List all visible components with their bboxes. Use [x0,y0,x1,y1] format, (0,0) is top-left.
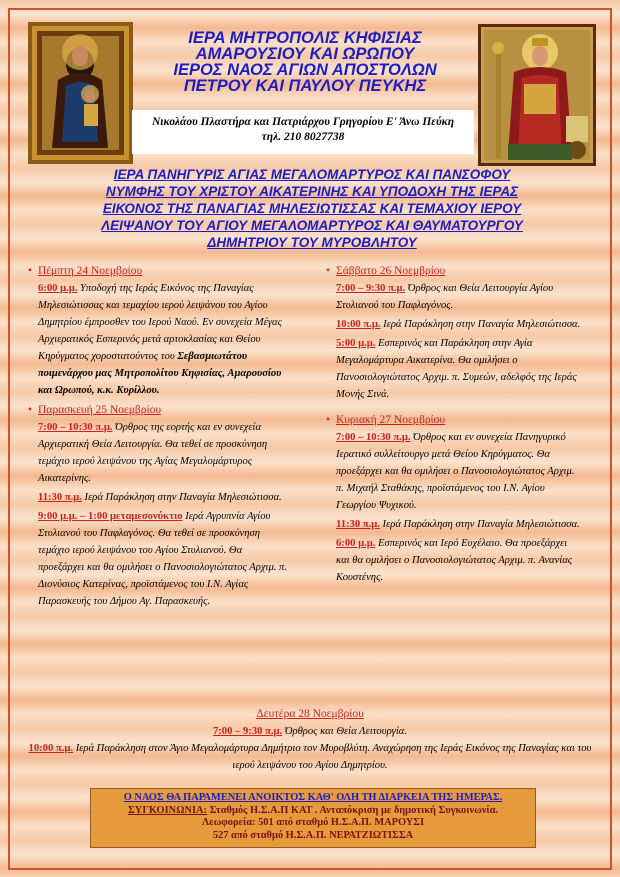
bus-line: 527 από σταθμό Η.Σ.Α.Π. ΝΕΡΑΤΖΙΩΤΙΣΣΑ [212,829,414,841]
transport-label: ΣΥΓΚΟΙΝΩΝΙΑ: [128,804,208,816]
info-footer-box [90,788,536,848]
entry-text: Ιερά Παράκληση στην Παναγία Μηλεσιώτισσα. [84,492,282,503]
entry-text: Ιερά Αγρυπνία Αγίου Στυλιανού του Παφλαγόνος. Θα τεθεί σε προσκύνηση τεμάχιο ιερού λειψάνου του Αγίου Στυλιανού. Θα προεξάρχει και θα ομιλήσει ο Πανοσιολογιώτατος Αρχιμ. π. Διονύσιος Κατερίνας, προϊστάμενος του Ι.Ν. Αγίας Παρασκευής του Δήμου Αγ. Παρασκευής. [38,511,288,607]
entry-text: Υποδοχή της Ιεράς Εικόνος της Παναγίας Μηλεσιώτισσας και τεμαχίου ιερού λειψάνου του Αγίου Δημητρίου έμπροσθεν του Ιερού Ναού. Εν συνεχεία Μέγας Αρχιερατικός Εσπερινός μετά αρτοκλασίας και Θείου Κηρύγματος χοροστατούντος του [38,283,282,362]
entry-time: 11:30 π.μ. [336,519,380,530]
entry-time: 7:00 – 9:30 π.μ. [212,726,283,737]
icon-saint-aikaterini-image [478,24,596,166]
feast-line: ΝΥΜΦΗΣ ΤΟΥ ΧΡΙΣΤΟΥ ΑΙΚΑΤΕΡΙΝΗΣ ΚΑΙ ΥΠΟΔΟΧΗ ΤΗΣ ΙΕΡΑΣ [105,184,519,199]
entry-time: 9:00 μ.μ. – 1:00 μεταμεσονύκτιο [38,511,183,522]
schedule-entry [38,419,290,487]
entry-time: 7:00 – 10:30 π.μ. [38,422,113,433]
entry-text: Ιερά Παράκληση στον Άγιο Μεγαλομάρτυρα Δημήτριο τον Μυροβλύτη. Αναχώρηση της Ιεράς Εικόνος της Παναγίας και του ιερού λειψάνου του Αγίου Δημητρίου. [75,743,592,771]
entry-time: 11:30 π.μ. [38,492,82,503]
schedule-entry [336,335,582,403]
day-heading-friday: • Παρασκευή 25 Νοεμβρίου [28,401,290,419]
entry-time: 10:00 π.μ. [28,743,74,754]
title-line: ΙΕΡΟΣ ΝΑΟΣ ΑΓΙΩΝ ΑΠΟΣΤΟΛΩΝ [173,61,437,79]
feast-line: ΔΗΜΗΤΡΙΟΥ ΤΟΥ ΜΥΡΟΒΛΗΤΟΥ [207,235,417,250]
title-line: ΑΜΑΡΟΥΣΙΟΥ ΚΑΙ ΩΡΩΠΟΥ [195,45,415,63]
schedule-entry [336,429,582,514]
icon-panagia-image [28,22,133,164]
entry-text: Όρθρος της εορτής και εν συνεχεία Αρχιερατική Θεία Λειτουργία. Θα τεθεί σε προσκύνηση τεμάχιο ιερού λειψάνου της Αγίας Μεγαλομάρτυρος Αικατερίνης. [38,422,268,484]
transport-text: Σταθμός Η.Σ.Α.Π ΚΑΤ . Ανταπόκριση με δημοτική Συγκοινωνία. [209,804,498,816]
open-notice: Ο ΝΑΟΣ ΘΑ ΠΑΡΑΜΕΝΕΙ ΑΝΟΙΚΤΟΣ ΚΑΘ' ΟΛΗ ΤΗ ΔΙΑΡΚΕΙΑ ΤΗΣ ΗΜΕΡΑΣ. [123,792,503,803]
schedule-entry [24,740,596,774]
day-heading-thursday: • Πέμπτη 24 Νοεμβρίου [28,262,290,280]
entry-time: 5:00 μ.μ. [336,338,376,349]
schedule-right-column [336,262,582,588]
schedule-entry [24,723,596,740]
day-heading-monday: Δευτέρα 28 Νοεμβρίου [256,708,364,720]
day-heading-sunday: • Κυριακή 27 Νοεμβρίου [326,411,582,429]
schedule-left-column [38,262,290,612]
schedule-entry [336,316,582,333]
schedule-entry [38,489,290,506]
entry-text: Ιερά Παράκληση στην Παναγία Μηλεσιώτισσα. [382,519,580,530]
church-address [132,115,474,145]
entry-text: Όρθρος και Θεία Λειτουργία Αγίου Στυλιανού του Παφλαγόνος. [336,283,554,311]
entry-time: 10:00 π.μ. [336,319,381,330]
transport-line [91,805,535,818]
title-line: ΙΕΡΑ ΜΗΤΡΟΠΟΛΙΣ ΚΗΦΙΣΙΑΣ [188,29,422,47]
schedule-entry [336,280,582,314]
entry-text: Εσπερινός και Παράκληση στην Αγία Μεγαλομάρτυρα Αικατερίνα. Θα ομιλήσει ο Πανοσιολογιώτατος Αρχιμ. π. Συμεών, αδελφός της Ιεράς Μονής Σινά. [336,338,577,400]
bus-line: Λεωφορεία: 501 από σταθμό Η.Σ.Α.Π. ΜΑΡΟΥΣΙ [201,817,425,828]
entry-bold-text: Σεβασμιωτάτου ποιμενάρχου μας Μητροπολίτου Κηφισίας, Αμαρουσίου και Ωρωπού, κ.κ. Κυρίλλου. [38,351,282,396]
schedule-entry [38,508,290,610]
entry-time: 7:00 – 10:30 π.μ. [336,432,411,443]
schedule-entry [38,280,290,399]
metropolis-title [140,30,470,94]
day-heading-saturday: • Σάββατο 26 Νοεμβρίου [326,262,582,280]
entry-time: 6:00 μ.μ. [38,283,78,294]
schedule-entry [336,535,582,586]
entry-time: 7:00 – 9:30 π.μ. [336,283,406,294]
entry-time: 6:00 μ.μ. [336,538,376,549]
entry-text: Όρθρος και εν συνεχεία Πανηγυρικό Ιερατικό συλλείτουργο μετά Θείου Κηρύγματος. Θα προεξάρχει και θα ομιλήσει ο Πανοσιολογιώτατος Αρχιμ. π. Μιχαήλ Σταθάκης, προϊστάμενος του Ι.Ν. Αγίου Γεωργίου Ψυχικού. [336,432,575,511]
feast-line: ΕΙΚΟΝΟΣ ΤΗΣ ΠΑΝΑΓΙΑΣ ΜΗΛΕΣΙΩΤΙΣΣΑΣ ΚΑΙ ΤΕΜΑΧΙΟΥ ΙΕΡΟΥ [102,201,522,216]
address-line: Νικολάου Πλαστήρα και Πατριάρχου Γρηγορίου Ε' Άνω Πεύκη [151,116,455,128]
schedule-entry [336,516,582,533]
feast-heading [70,166,554,251]
entry-text: Εσπερινός και Ιερό Ευχέλαιο. Θα προεξάρχει και θα ομιλήσει ο Πανοσιολογιώτατος Αρχιμ. π. Ανανίας Κουστένης. [336,538,573,583]
entry-text: Ιερά Παράκληση στην Παναγία Μηλεσιώτισσα. [383,319,581,330]
feast-line: ΙΕΡΑ ΠΑΝΗΓΥΡΙΣ ΑΓΙΑΣ ΜΕΓΑΛΟΜΑΡΤΥΡΟΣ ΚΑΙ ΠΑΝΣΟΦΟΥ [113,167,511,182]
entry-text: Όρθρος και Θεία Λειτουργία. [284,726,407,737]
feast-line: ΛΕΙΨΑΝΟΥ ΤΟΥ ΑΓΙΟΥ ΜΕΓΑΛΟΜΑΡΤΥΡΟΣ ΚΑΙ ΘΑΥΜΑΤΟΥΡΓΟΥ [101,218,523,233]
schedule-monday [24,706,596,774]
phone-line: τηλ. 210 8027738 [261,131,345,143]
title-line: ΠΕΤΡΟΥ ΚΑΙ ΠΑΥΛΟΥ ΠΕΥΚΗΣ [183,77,427,95]
